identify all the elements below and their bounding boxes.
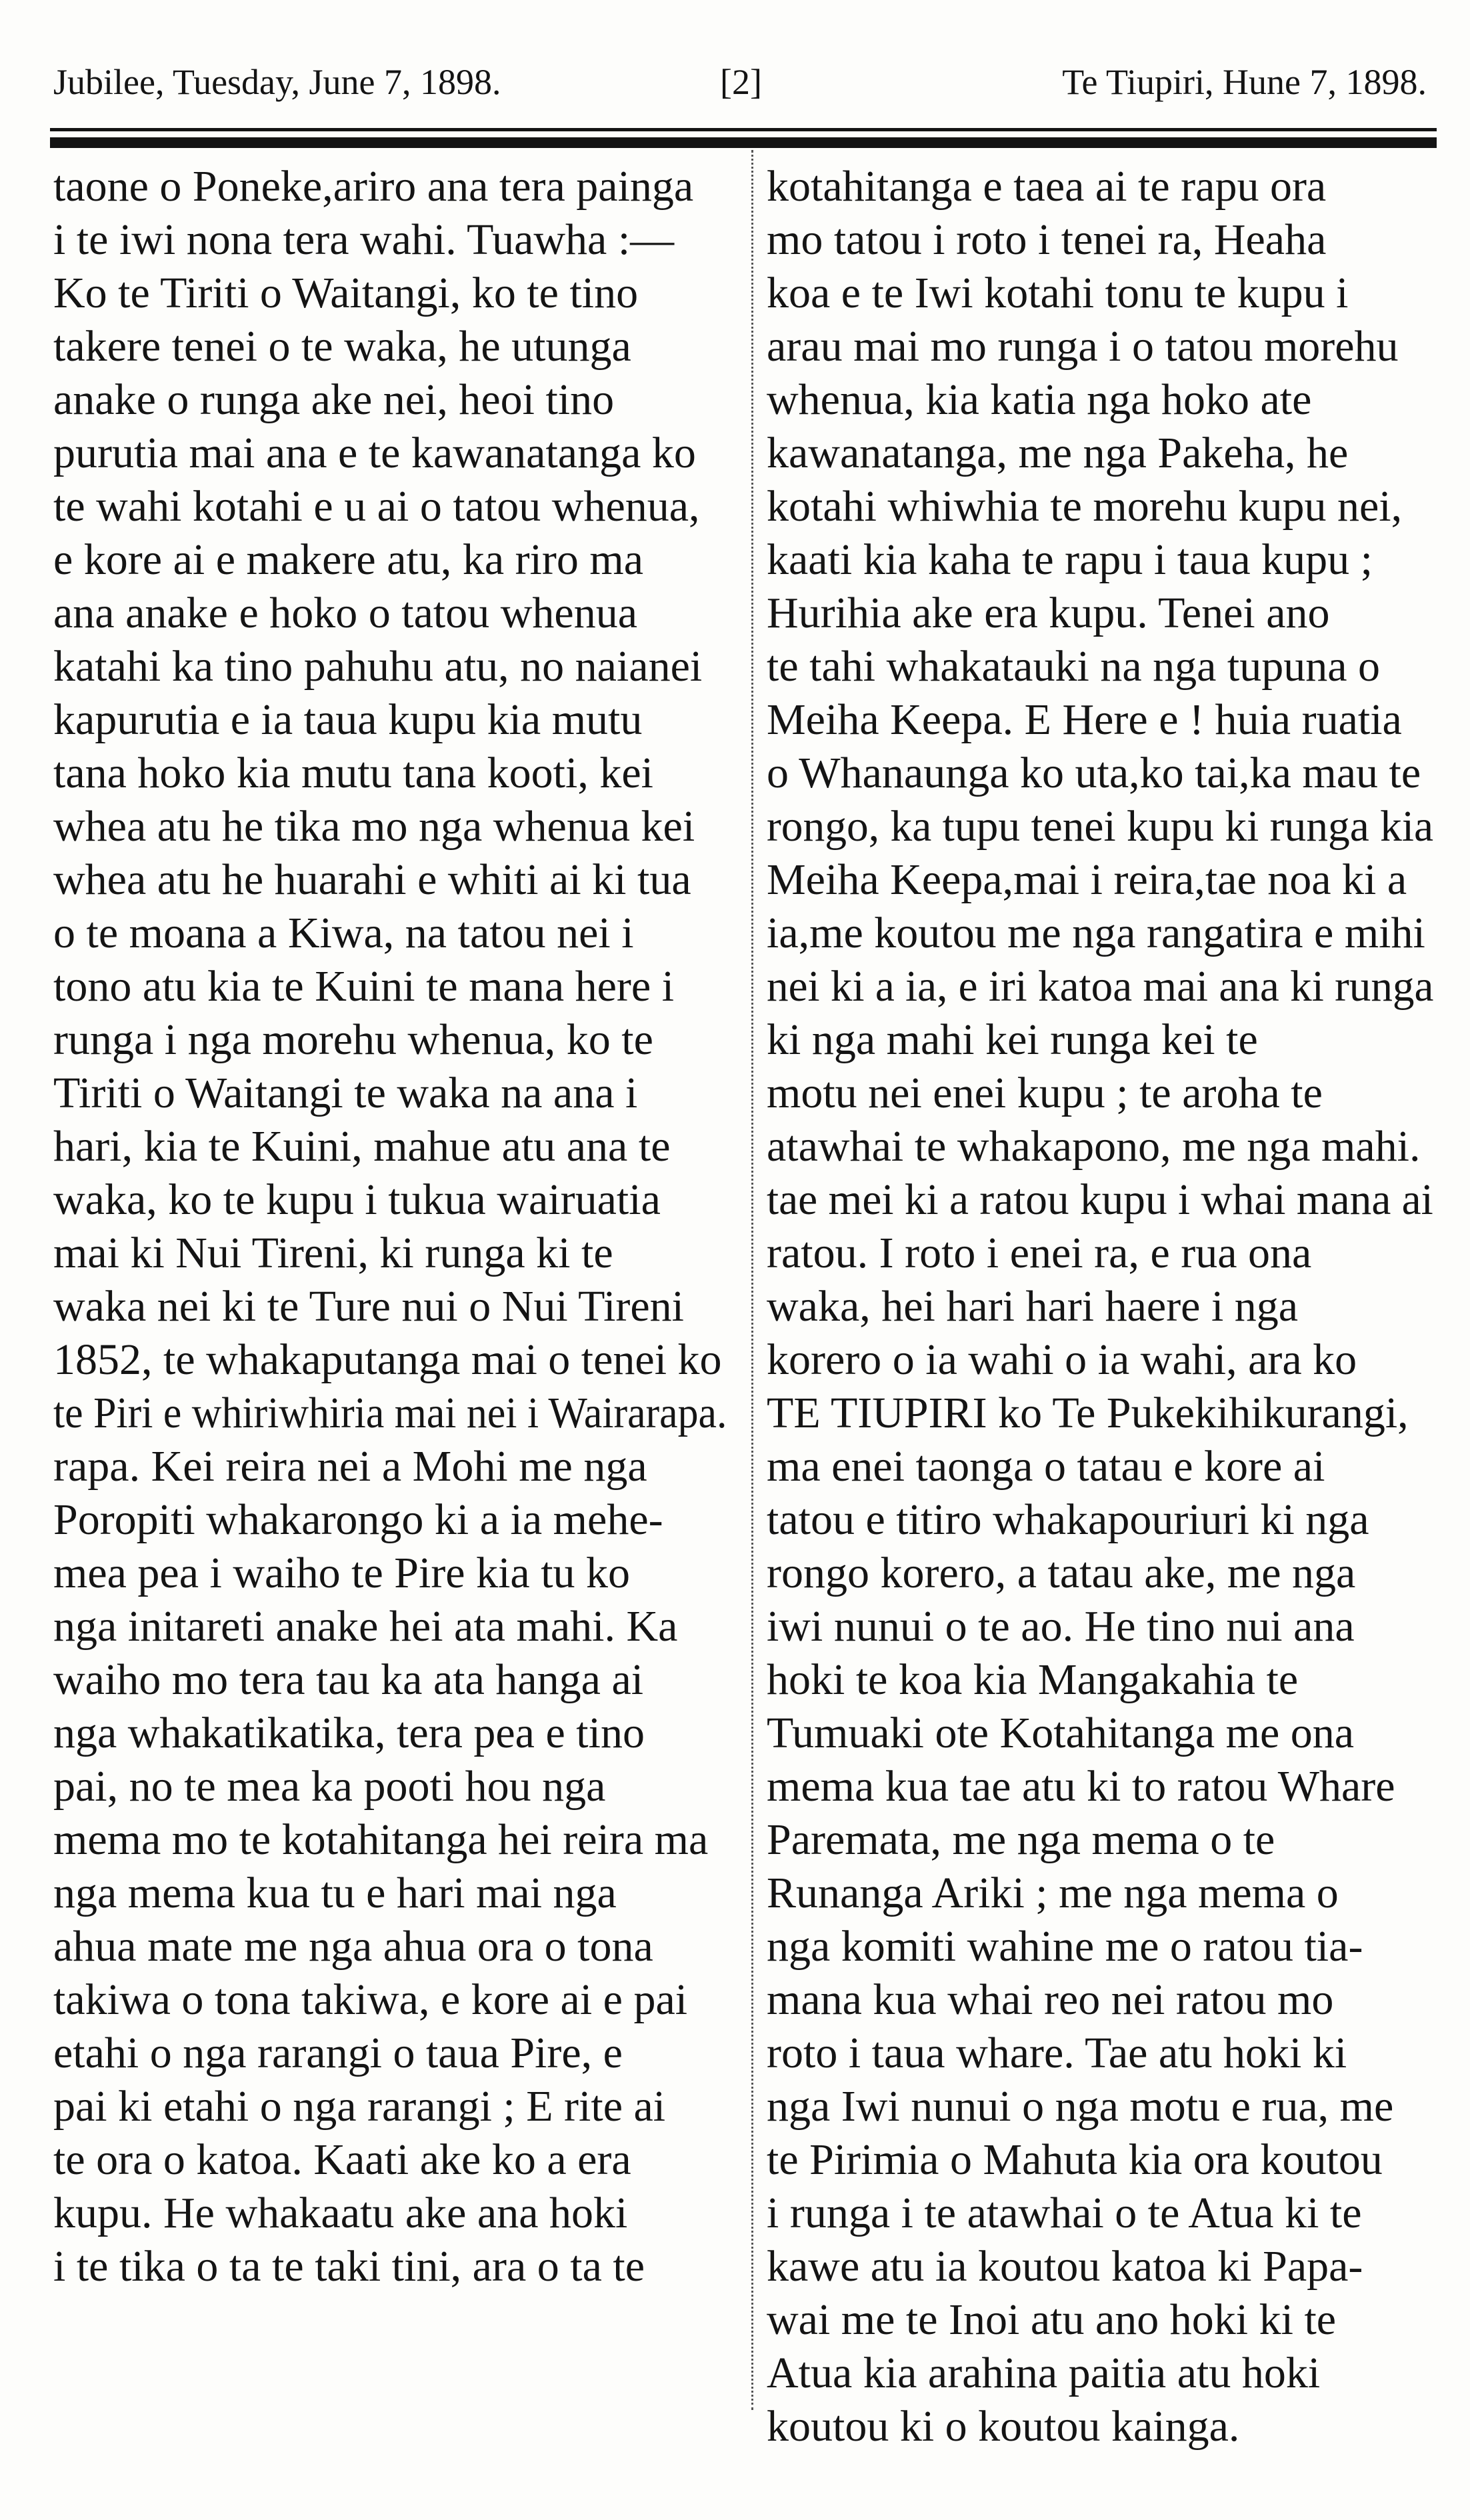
text-line: tae mei ki a ratou kupu i whai mana ai — [767, 1175, 1433, 1224]
text-line: kapurutia e ia taua kupu kia mutu — [53, 695, 643, 744]
text-line: korero o ia wahi o ia wahi, ara ko — [767, 1335, 1357, 1384]
text-line: ma enei taonga o tatau e kore ai — [767, 1442, 1325, 1491]
left-column-text — [53, 160, 727, 2293]
header-rule-thin — [50, 128, 1437, 131]
text-line: whea atu he huarahi e whiti ai ki tua — [53, 855, 691, 904]
text-line: rongo, ka tupu tenei kupu ki runga kia — [767, 802, 1434, 851]
text-line: kotahi whiwhia te morehu kupu nei, — [767, 482, 1403, 531]
text-line: i te tika o ta te taki tini, ara o ta te — [53, 2242, 645, 2291]
text-line: hari, kia te Kuini, mahue atu ana te — [53, 1122, 671, 1171]
text-line: waka, hei hari hari haere i nga — [767, 1282, 1299, 1331]
text-line: kawanatanga, me nga Pakeha, he — [767, 429, 1349, 477]
text-line: Paremata, me nga mema o te — [767, 1815, 1275, 1864]
text-line: arau mai mo runga i o tatou morehu — [767, 322, 1399, 371]
right-column-text — [767, 160, 1433, 2453]
text-line: koa e te Iwi kotahi tonu te kupu i — [767, 269, 1349, 317]
text-line: Hurihia ake era kupu. Tenei ano — [767, 589, 1330, 637]
text-line: Meiha Keepa,mai i reira,tae noa ki a — [767, 855, 1407, 904]
text-line: nga mema kua tu e hari mai nga — [53, 1869, 617, 1917]
text-line: purutia mai ana e te kawanatanga ko — [53, 429, 696, 477]
text-line: Meiha Keepa. E Here e ! huia ruatia — [767, 695, 1402, 744]
text-line: motu nei enei kupu ; te aroha te — [767, 1069, 1323, 1117]
text-line: ia,me koutou me nga rangatira e mihi — [767, 909, 1425, 957]
header-rule-thick — [50, 137, 1437, 148]
text-line: Atua kia arahina paitia atu hoki — [767, 2349, 1321, 2397]
text-line: kotahitanga e taea ai te rapu ora — [767, 162, 1327, 211]
text-line: mema mo te kotahitanga hei reira ma — [53, 1815, 709, 1864]
text-line: nga initareti anake hei ata mahi. Ka — [53, 1602, 678, 1651]
text-line: pai, no te mea ka pooti hou nga — [53, 1762, 606, 1811]
text-line: atawhai te whakapono, me nga mahi. — [767, 1122, 1421, 1171]
text-line: kupu. He whakaatu ake ana hoki — [53, 2189, 628, 2237]
text-line: whea atu he tika mo nga whenua kei — [53, 802, 695, 851]
header-maori-date: Te Tiupiri, Hune 7, 1898. — [1062, 62, 1427, 102]
text-line: te ora o katoa. Kaati ake ko a era — [53, 2135, 631, 2184]
text-line: i runga i te atawhai o te Atua ki te — [767, 2189, 1362, 2237]
text-line: mana kua whai reo nei ratou mo — [767, 1975, 1334, 2024]
text-line: mo tatou i roto i tenei ra, Heaha — [767, 215, 1327, 264]
column-divider — [751, 150, 755, 2410]
text-line: waiho mo tera tau ka ata hanga ai — [53, 1655, 644, 1704]
text-line: takere tenei o te waka, he utunga — [53, 322, 631, 371]
text-line: pai ki etahi o nga rarangi ; E rite ai — [53, 2082, 666, 2131]
text-line: nga komiti wahine me o ratou tia- — [767, 1922, 1363, 1971]
text-line: nei ki a ia, e iri katoa mai ana ki runga — [767, 962, 1434, 1011]
text-line: TE TIUPIRI ko Te Pukekihikurangi, — [767, 1389, 1409, 1437]
text-line: rongo korero, a tatau ake, me nga — [767, 1549, 1356, 1597]
text-line: runga i nga morehu whenua, ko te — [53, 1015, 653, 1064]
text-line: hoki te koa kia Mangakahia te — [767, 1655, 1299, 1704]
text-line: kaati kia kaha te rapu i taua kupu ; — [767, 535, 1373, 584]
text-line: Ko te Tiriti o Waitangi, ko te tino — [53, 269, 639, 317]
text-line: ana anake e hoko o tatou whenua — [53, 589, 637, 637]
text-line: Tumuaki ote Kotahitanga me ona — [767, 1709, 1355, 1757]
text-line: tono atu kia te Kuini te mana here i — [53, 962, 675, 1011]
text-line: o Whanaunga ko uta,ko tai,ka mau te — [767, 749, 1421, 797]
text-line: nga whakatikatika, tera pea e tino — [53, 1709, 645, 1757]
text-line: waka, ko te kupu i tukua wairuatia — [53, 1175, 661, 1224]
text-line: Tiriti o Waitangi te waka na ana i — [53, 1069, 638, 1117]
text-line: iwi nunui o te ao. He tino nui ana — [767, 1602, 1355, 1651]
text-line: taone o Poneke,ariro ana tera painga — [53, 162, 694, 211]
header-english-date: Jubilee, Tuesday, June 7, 1898. — [53, 62, 501, 102]
text-line: te wahi kotahi e u ai o tatou whenua, — [53, 482, 700, 531]
text-line: mea pea i waiho te Pire kia tu ko — [53, 1549, 631, 1597]
text-line: roto i taua whare. Tae atu hoki ki — [767, 2029, 1347, 2077]
text-line: takiwa o tona takiwa, e kore ai e pai — [53, 1975, 688, 2024]
text-line: anake o runga ake nei, heoi tino — [53, 375, 615, 424]
text-line: o te moana a Kiwa, na tatou nei i — [53, 909, 634, 957]
text-line: te Pirimia o Mahuta kia ora koutou — [767, 2135, 1383, 2184]
text-line: mema kua tae atu ki to ratou Whare — [767, 1762, 1395, 1811]
text-line: rapa. Kei reira nei a Mohi me nga — [53, 1442, 647, 1491]
text-line: tana hoko kia mutu tana kooti, kei — [53, 749, 653, 797]
text-line: te tahi whakatauki na nga tupuna o — [767, 642, 1381, 691]
text-line: te Piri e whiriwhiria mai nei i Wairarapa. — [53, 1389, 727, 1437]
text-line: i te iwi nona tera wahi. Tuawha :— — [53, 215, 675, 264]
text-line: tatou e titiro whakapouriuri ki nga — [767, 1495, 1369, 1544]
text-line: e kore ai e makere atu, ka riro ma — [53, 535, 644, 584]
text-line: nga Iwi nunui o nga motu e rua, me — [767, 2082, 1394, 2131]
text-line: koutou ki o koutou kainga. — [767, 2402, 1240, 2451]
text-line: etahi o nga rarangi o taua Pire, e — [53, 2029, 623, 2077]
page-header — [53, 61, 1427, 115]
text-line: whenua, kia katia nga hoko ate — [767, 375, 1312, 424]
text-line: Poropiti whakarongo ki a ia mehe- — [53, 1495, 663, 1544]
text-line: ahua mate me nga ahua ora o tona — [53, 1922, 653, 1971]
text-line: waka nei ki te Ture nui o Nui Tireni — [53, 1282, 685, 1331]
text-line: 1852, te whakaputanga mai o tenei ko — [53, 1335, 722, 1384]
text-line: wai me te Inoi atu ano hoki ki te — [767, 2295, 1337, 2344]
text-line: kawe atu ia koutou katoa ki Papa- — [767, 2242, 1363, 2291]
text-line: ratou. I roto i enei ra, e rua ona — [767, 1229, 1312, 1277]
text-line: ki nga mahi kei runga kei te — [767, 1015, 1258, 1064]
text-line: Runanga Ariki ; me nga mema o — [767, 1869, 1339, 1917]
text-line: katahi ka tino pahuhu atu, no naianei — [53, 642, 703, 691]
text-line: mai ki Nui Tireni, ki runga ki te — [53, 1229, 613, 1277]
page-number: [2] — [720, 62, 762, 102]
